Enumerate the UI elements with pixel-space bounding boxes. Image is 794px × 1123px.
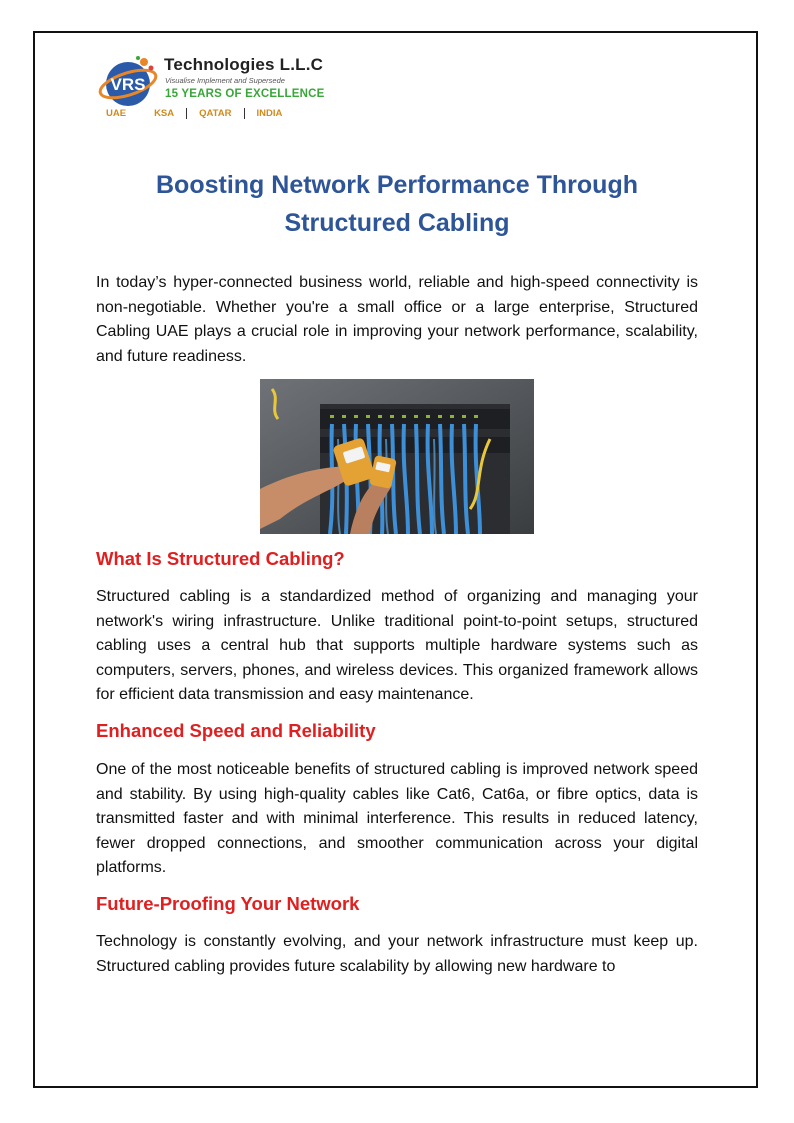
- logo-regions: [98, 108, 282, 119]
- logo-title: Technologies L.L.C: [164, 55, 324, 74]
- region-divider: [244, 108, 245, 119]
- section-heading: Enhanced Speed and Reliability: [96, 720, 376, 741]
- intro-paragraph: In today’s hyper-connected business world, reliable and high-speed connectivity is non-negotiable. Whether you're a small office or a large enterprise, Structured Cabling UAE plays a crucial role in improving your network performance, scalability, and future readiness.: [96, 274, 698, 365]
- region-uae: UAE: [106, 108, 127, 119]
- section-body: Structured cabling is a standardized method of organizing and managing your network's wiring infrastructure. Unlike traditional point-to-point setups, structured cabling uses a central hub that supports multiple hardware systems such as computers, servers, phones, and wireless devices. This organized framework allows for efficient data transmission and easy maintenance.: [96, 588, 698, 703]
- logo-mark-text: VRS: [110, 75, 146, 94]
- region-india: INDIA: [256, 108, 283, 119]
- region-qatar: QATAR: [199, 108, 232, 119]
- network-cabling-photo: [260, 379, 534, 534]
- vrs-globe-icon: [98, 54, 160, 110]
- section-body: Technology is constantly evolving, and your network infrastructure must keep up. Structured cabling provides future scalability by allowing new hardware to: [96, 933, 698, 975]
- logo-tagline: Visualise Implement and Supersede: [165, 76, 285, 85]
- company-logo: [98, 54, 328, 124]
- region-ksa: KSA: [154, 108, 175, 119]
- region-divider: [186, 108, 187, 119]
- document-title: [96, 166, 698, 242]
- section-heading: What Is Structured Cabling?: [96, 548, 345, 569]
- section-body: One of the most noticeable benefits of structured cabling is improved network speed and stability. By using high-quality cables like Cat6, Cat6a, or fibre optics, data is transmitted faster and with minimal interference. This results in reduced latency, fewer dropped connections, and smoother communication across your digital platforms.: [96, 761, 698, 876]
- title-line-1: Boosting Network Performance Through: [156, 171, 638, 199]
- section-heading: Future-Proofing Your Network: [96, 893, 360, 914]
- title-line-2: Structured Cabling: [284, 209, 510, 237]
- logo-excellence: 15 YEARS OF EXCELLENCE: [165, 88, 325, 100]
